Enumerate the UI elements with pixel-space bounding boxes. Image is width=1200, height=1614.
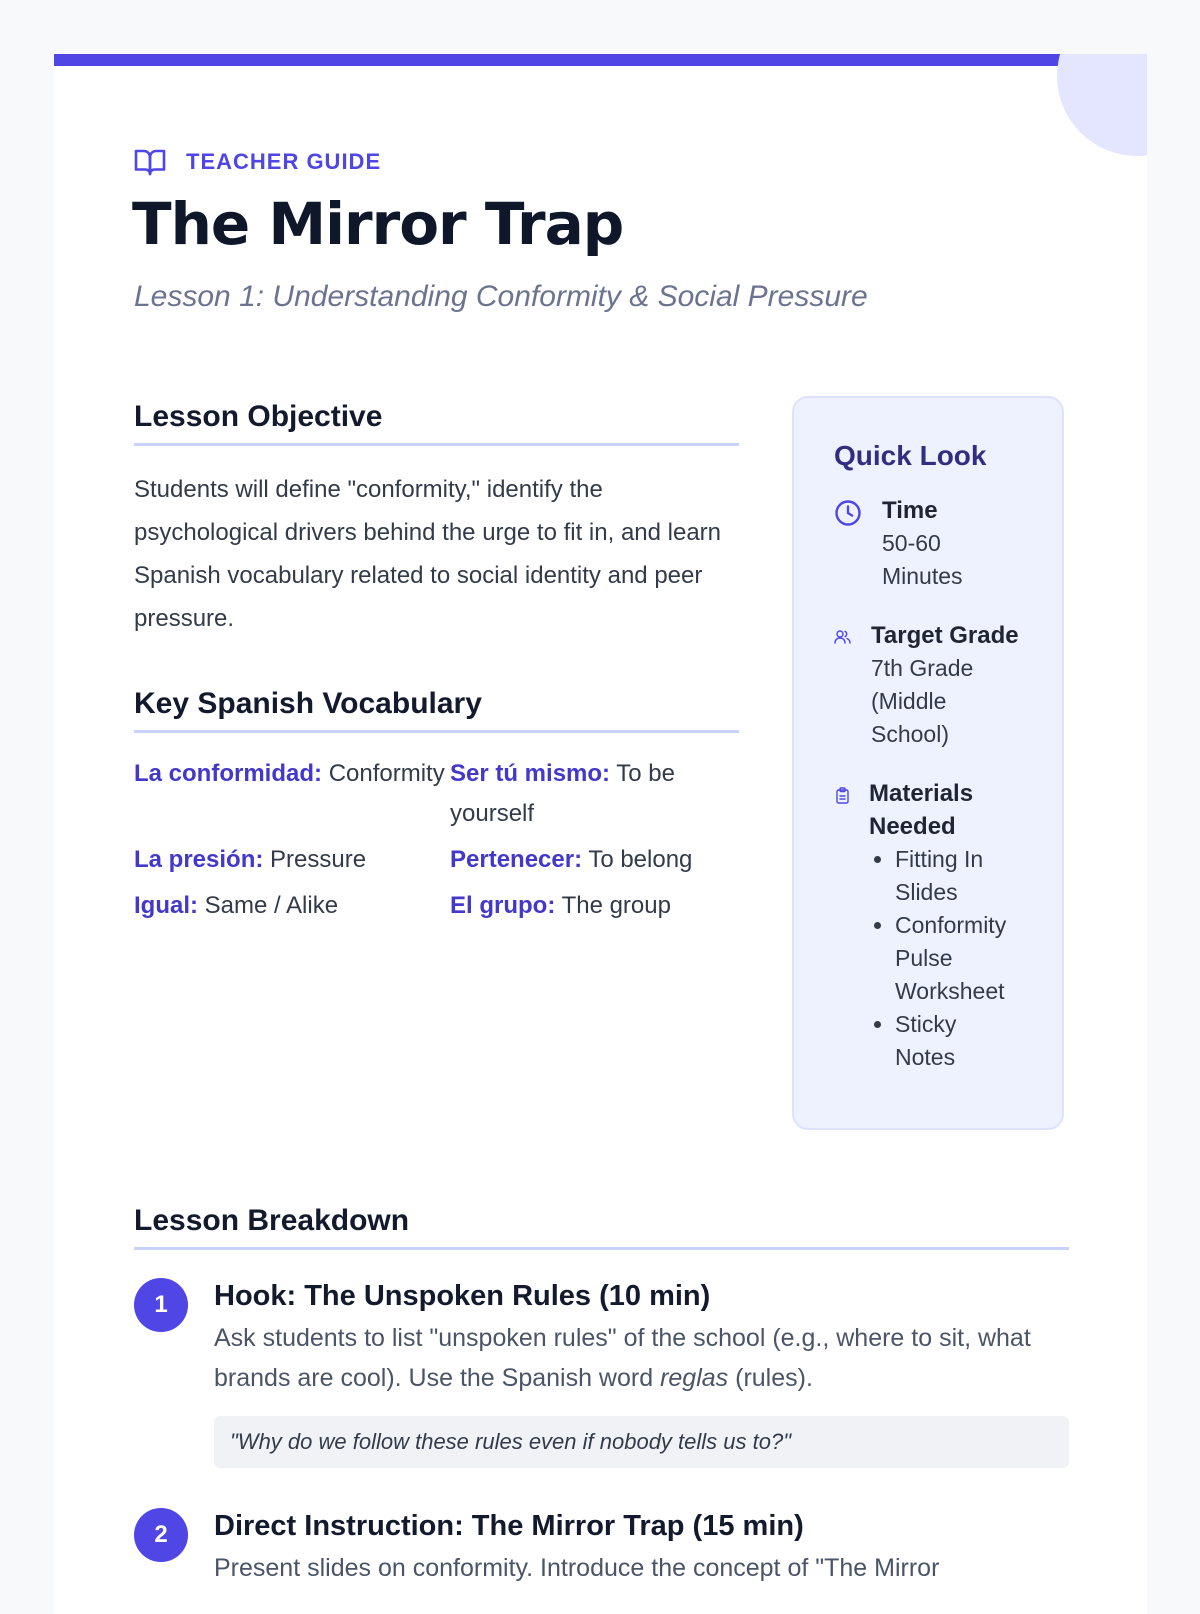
materials-item: • Sticky Notes — [895, 1008, 1022, 1074]
grade-value: 7th Grade (Middle School) — [871, 655, 974, 747]
vocab-term: La presión: — [134, 846, 264, 873]
clock-icon — [834, 499, 862, 532]
vocab-term: Pertenecer: — [450, 846, 583, 873]
objective-text: Students will define "conformity," identify the psychological drivers behind the urge to fit in, and learn Spanish vocabulary related to social identity and peer pressure. — [134, 476, 722, 632]
vocab-meaning: Conformity — [328, 760, 445, 787]
quick-look-materials — [834, 777, 1022, 1074]
step-number-badge: 2 — [134, 1508, 188, 1562]
time-label: Time — [882, 497, 938, 524]
vocab-item — [450, 754, 739, 834]
step-description-text: (rules). — [728, 1364, 813, 1392]
quick-look-title: Quick Look — [834, 440, 987, 471]
vocab-meaning: Pressure — [270, 846, 367, 873]
lesson-breakdown — [134, 1204, 1069, 1588]
vocab-meaning: To be yourself — [450, 760, 675, 827]
quick-look-panel — [792, 396, 1064, 1130]
quick-look-grade — [834, 619, 1022, 751]
step-title: Direct Instruction: The Mirror Trap (15 min) — [214, 1510, 804, 1542]
grade-label: Target Grade — [871, 622, 1019, 649]
vocabulary-heading: Key Spanish Vocabulary — [134, 687, 739, 733]
guide-label — [134, 148, 381, 176]
guide-label-text: TEACHER GUIDE — [186, 149, 382, 174]
vocab-meaning: Same / Alike — [204, 892, 339, 919]
discussion-question: "Why do we follow these rules even if nobody tells us to?" — [214, 1416, 1069, 1468]
materials-list — [869, 843, 1022, 1074]
vocab-term: Igual: — [134, 892, 198, 919]
step-number-badge: 1 — [134, 1278, 188, 1332]
step-description-emphasis: reglas — [660, 1364, 729, 1392]
step-description: Present slides on conformity. Introduce the concept of "The Mirror — [214, 1554, 940, 1582]
materials-item: • Conformity Pulse Worksheet — [895, 909, 1022, 1008]
step-description — [214, 1318, 1069, 1398]
vocab-term: El grupo: — [450, 892, 556, 919]
users-icon — [834, 629, 851, 650]
vocab-item — [450, 886, 739, 926]
book-open-icon — [134, 148, 166, 176]
left-column — [134, 400, 739, 926]
step-description-text: Ask students to list "unspoken rules" of the school (e.g., where to sit, what brands are cool). Use the Spanish word — [214, 1324, 1031, 1392]
vocab-term: Ser tú mismo: — [450, 760, 611, 787]
vocab-meaning: To belong — [588, 846, 693, 873]
breakdown-step — [134, 1276, 1069, 1468]
quick-look-time — [834, 494, 1022, 593]
vocab-item — [134, 886, 450, 926]
time-value: 50-60 Minutes — [882, 530, 963, 589]
step-title: Hook: The Unspoken Rules (10 min) — [214, 1280, 711, 1312]
vocab-meaning: The group — [561, 892, 671, 919]
vocab-term: La conformidad: — [134, 760, 323, 787]
vocab-item — [134, 754, 450, 834]
objective-heading: Lesson Objective — [134, 400, 739, 446]
materials-item: • Fitting In Slides — [895, 843, 1022, 909]
clipboard-icon — [836, 787, 849, 809]
breakdown-step — [134, 1506, 1069, 1588]
breakdown-heading: Lesson Breakdown — [134, 1204, 1069, 1250]
guide-page — [54, 54, 1147, 1614]
vocab-item — [134, 840, 450, 880]
page-subtitle: Lesson 1: Understanding Conformity & Social Pressure — [134, 280, 868, 313]
accent-top-bar — [54, 54, 1147, 66]
page-title: The Mirror Trap — [132, 190, 624, 258]
vocabulary-list — [134, 754, 739, 926]
vocab-item — [450, 840, 739, 880]
decorative-corner-circle — [1057, 54, 1147, 156]
materials-label: Materials Needed — [869, 780, 974, 840]
